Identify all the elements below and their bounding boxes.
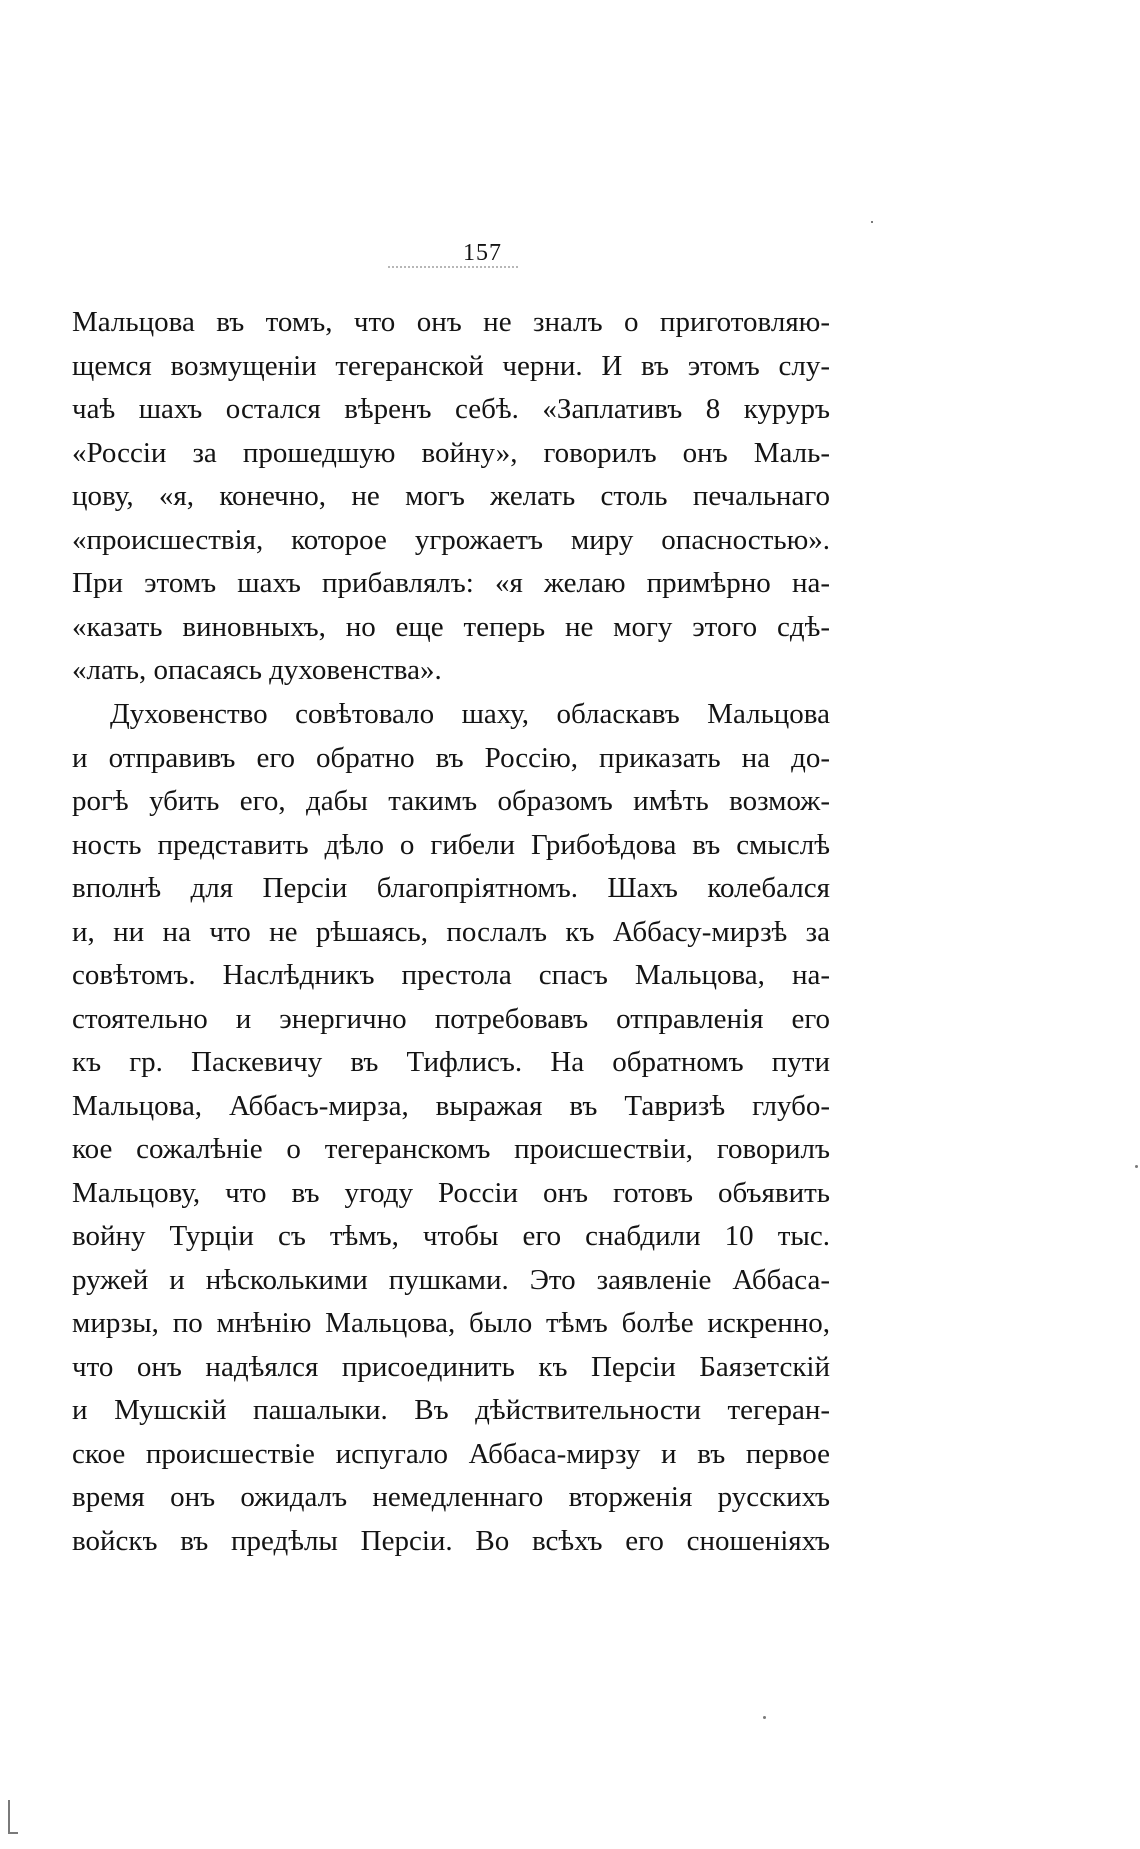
scan-artifact xyxy=(8,1832,18,1834)
text-line: и Мушскiй пашалыки. Въ дѣйствительности тегеран- xyxy=(72,1394,830,1426)
text-line: мирзы, по мнѣнiю Мальцова, было тѣмъ болѣе искренно, xyxy=(72,1307,830,1339)
text-line: При этомъ шахъ прибавлялъ: «я желаю примѣрно на- xyxy=(72,567,830,599)
text-line: ружей и нѣсколькими пушками. Это заявленiе Аббаса- xyxy=(72,1263,830,1296)
page-number: 157 xyxy=(463,240,502,266)
text-line: «лать, опасаясь духовенства». xyxy=(72,654,442,686)
text-line: что онъ надѣялся присоединить къ Персiи Баязетскiй xyxy=(72,1350,830,1383)
text-line: совѣтомъ. Наслѣдникъ престола спасъ Мальцова, на- xyxy=(72,959,830,991)
text-line: стоятельно и энергично потребовавъ отправленiя его xyxy=(72,1002,830,1035)
text-line: ское происшествiе испугало Аббаса-мирзу и въ первое xyxy=(72,1437,830,1470)
scan-artifact xyxy=(8,1800,10,1834)
text-line: чаѣ шахъ остался вѣренъ себѣ. «Заплативъ 8 куруръ xyxy=(72,393,830,425)
text-line: рогѣ убить его, дабы такимъ образомъ имѣть возмож- xyxy=(72,785,830,817)
text-line: вполнѣ для Персiи благопрiятномъ. Шахъ колебался xyxy=(72,872,830,904)
page-number-rule xyxy=(388,266,518,272)
paragraph-2 xyxy=(72,693,830,1563)
text-line: время онъ ожидалъ немедленнаго вторженiя русскихъ xyxy=(72,1481,830,1513)
scan-artifact xyxy=(763,1716,766,1719)
text-line: къ гр. Паскевичу въ Тифлисъ. На обратномъ пути xyxy=(72,1046,830,1078)
text-line: войну Турцiи съ тѣмъ, чтобы его снабдили 10 тыс. xyxy=(72,1220,830,1252)
text-line: кое сожалѣнiе о тегеранскомъ происшествiи, говорилъ xyxy=(72,1133,830,1165)
text-line: войскъ въ предѣлы Персiи. Во всѣхъ его сношенiяхъ xyxy=(72,1524,830,1557)
text-line: Мальцова, Аббасъ-мирза, выражая въ Тавризѣ глубо- xyxy=(72,1089,830,1122)
scan-artifact xyxy=(1135,1165,1138,1168)
text-line: «Россiи за прошедшую войну», говорилъ онъ Маль- xyxy=(72,436,830,469)
text-line: Духовенство совѣтовало шаху, обласкавъ Мальцова xyxy=(110,698,830,730)
paragraph-1 xyxy=(72,301,830,693)
text-line: и отправивъ его обратно въ Россiю, приказать на до- xyxy=(72,741,830,774)
text-line: и, ни на что не рѣшаясь, послалъ къ Аббасу-мирзѣ за xyxy=(72,915,830,948)
text-line: ность представить дѣло о гибели Грибоѣдова въ смыслѣ xyxy=(72,828,830,861)
scan-artifact xyxy=(871,221,873,223)
text-line: «казать виновныхъ, но еще теперь не могу этого сдѣ- xyxy=(72,610,830,643)
text-line: «происшествiя, которое угрожаетъ миру опасностью». xyxy=(72,523,830,556)
text-line: цову, «я, конечно, не могъ желать столь печальнаго xyxy=(72,480,830,512)
text-line: щемся возмущенiи тегеранской черни. И въ этомъ слу- xyxy=(72,349,830,382)
text-line: Мальцову, что въ угоду Россiи онъ готовъ объявить xyxy=(72,1176,830,1209)
text-line: Мальцова въ томъ, что онъ не зналъ о приготовляю- xyxy=(72,306,830,338)
